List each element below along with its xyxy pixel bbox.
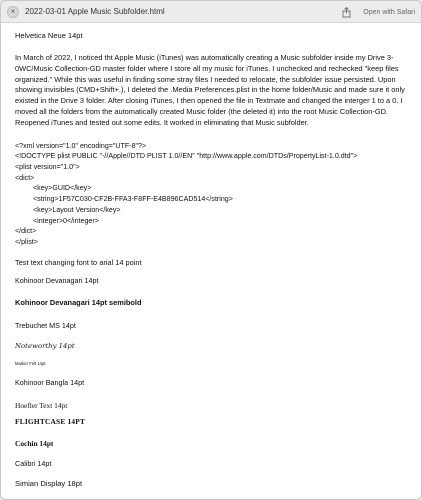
share-button[interactable] [341, 6, 351, 18]
plist-line: <string>1F57C030-CF2B-FFA3-F8FF-E4B896CAD514</string> [33, 195, 233, 204]
plist-line: <plist version="1.0"> [15, 162, 80, 171]
plist-line: <key>Layout Version</key> [33, 205, 121, 214]
font-sample-devanagari-semibold: Kohinoor Devanagari 14pt semibold [15, 297, 142, 307]
plist-line: <dict> [15, 173, 35, 182]
font-sample-marker-felt: Marker Felt 14pt [15, 360, 46, 366]
share-icon [342, 7, 351, 18]
document-content [1, 23, 421, 499]
title-bar [1, 1, 421, 23]
font-sample-bangla: Kohinoor Bangla 14pt [15, 377, 85, 387]
font-sample-trebuchet: Trebuchet MS 14pt [15, 320, 76, 330]
plist-line: </dict> [15, 227, 37, 236]
font-sample-simian: Simian Display 18pt [15, 478, 83, 488]
font-sample-devanagari: Kohinoor Devanagari 14pt [15, 275, 99, 285]
font-sample-calibri: Calibri 14pt [15, 458, 52, 468]
close-button[interactable] [7, 6, 19, 18]
body-paragraph: In March of 2022, I noticed tht Apple Music (iTunes) was automatically creating a Music subfolder inside my Drive 3-0WC/Music Collection-GD master folder where I store all my music for iTunes. I unchecked and rechecked "keep files organized." While this was useful in finding some stray files I needed to relocate, the subfolder issue persisted. Upon showing invisibles (CMD+Shift+.), I deleted the .Media Preferences.plist in the home folder/Music and made sure it only existed in the Drive 3 folder. After closing iTunes, I then opened the file in Textmate and changed the interger 1 to a 0. I moved all the folders from the automatically created Music folder (the deleted it) into the root Music Collection-GD. Reopened iTunes and tested out some edits. It worked in eliminating that Music subfolder. [15, 53, 405, 127]
open-with-safari-button[interactable]: Open with Safari [363, 8, 415, 16]
font-sample-noteworthy: Noteworthy 14pt [15, 341, 75, 350]
plist-line: <!DOCTYPE plist PUBLIC "-//Apple//DTD PLIST 1.0//EN" "http://www.apple.com/DTDs/PropertyList-1.0.dtd"> [15, 152, 358, 161]
plist-code-block [15, 141, 411, 248]
font-sample-cochin: Cochin 14pt [15, 438, 54, 448]
close-icon: × [10, 6, 16, 16]
plist-line: <integer>0</integer> [33, 216, 99, 225]
font-sample-hoefler: Hoefler Text 14pt [15, 400, 68, 410]
heading-helvetica-neue: Helvetica Neue 14pt [15, 31, 83, 40]
plist-line: <?xml version="1.0" encoding="UTF-8"?> [15, 141, 147, 150]
font-sample-flightcase: FLIGHTCASE 14PT [15, 416, 86, 426]
font-sample-arial: Test text changing font to arial 14 point [15, 257, 142, 267]
plist-line: </plist> [15, 237, 38, 246]
plist-line: <key>GUID</key> [33, 184, 92, 193]
window-title: 2022-03-01 Apple Music Subfolder.html [25, 7, 165, 16]
